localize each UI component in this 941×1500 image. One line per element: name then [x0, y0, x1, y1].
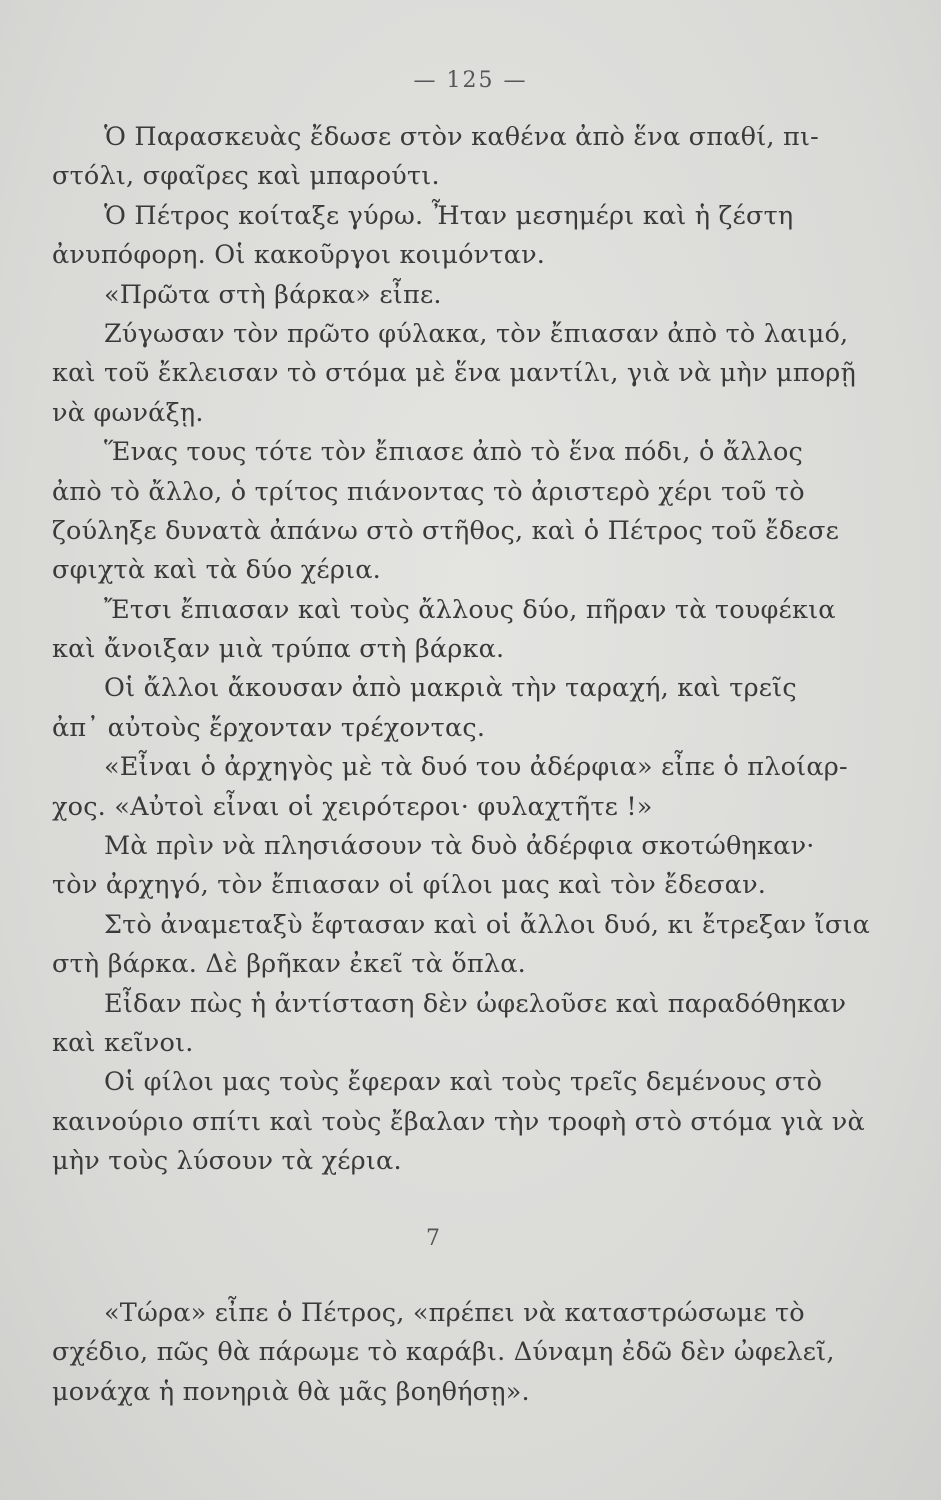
text-line: ἀπὸ τὸ ἄλλο, ὁ τρίτος πιάνοντας τὸ ἀριστερὸ χέρι τοῦ τὸ — [52, 476, 805, 507]
text-line: Ὁ Παρασκευὰς ἔδωσε στὸν καθένα ἀπὸ ἕνα σπαθί, πι- — [104, 122, 819, 152]
text-line: Εἶδαν πὼς ἡ ἀντίσταση δὲν ὠφελοῦσε καὶ παραδόθηκαν — [104, 988, 847, 1019]
text-line: καὶ ἄνοιξαν μιὰ τρύπα στὴ βάρκα. — [52, 634, 505, 665]
text-line: στὴ βάρκα. Δὲ βρῆκαν ἐκεῖ τὰ ὅπλα. — [52, 949, 526, 980]
signature-mark: 7 — [426, 1226, 440, 1251]
text-line: «Τώρα» εἶπε ὁ Πέτρος, «πρέπει νὰ καταστρώσωμε τὸ — [104, 1298, 805, 1328]
text-line: «Εἶναι ὁ ἀρχηγὸς μὲ τὰ δυό του ἀδέρφια» εἶπε ὁ πλοίαρ- — [104, 752, 848, 783]
text-line: Οἱ ἄλλοι ἄκουσαν ἀπὸ μακριὰ τὴν ταραχή, καὶ τρεῖς — [104, 673, 797, 704]
text-line: Ἕνας τους τότε τὸν ἔπιασε ἀπὸ τὸ ἕνα πόδι, ὁ ἄλλος — [104, 437, 803, 468]
body-text-continued — [52, 1294, 835, 1412]
text-line: μονάχα ἡ πονηριὰ θὰ μᾶς βοηθήσῃ». — [52, 1376, 530, 1407]
text-line: Ὁ Πέτρος κοίταξε γύρω. Ἦταν μεσημέρι καὶ ἡ ζέστη — [104, 200, 794, 231]
text-line: Ἔτσι ἔπιασαν καὶ τοὺς ἄλλους δύο, πῆραν τὰ τουφέκια — [104, 594, 836, 625]
body-text — [52, 118, 871, 1182]
text-line: ζούληξε δυνατὰ ἀπάνω στὸ στῆθος, καὶ ὁ Πέτρος τοῦ ἔδεσε — [52, 515, 839, 546]
text-line: τὸν ἀρχηγό, τὸν ἔπιασαν οἱ φίλοι μας καὶ τὸν ἔδεσαν. — [52, 870, 767, 901]
text-line: μὴν τοὺς λύσουν τὰ χέρια. — [52, 1146, 402, 1177]
text-line: ἀνυπόφορη. Οἱ κακοῦργοι κοιμόνταν. — [52, 240, 546, 271]
text-line: καὶ τοῦ ἔκλεισαν τὸ στόμα μὲ ἕνα μαντίλι, γιὰ νὰ μὴν μπορῇ — [52, 358, 856, 389]
text-line: στόλι, σφαῖρες καὶ μπαρούτι. — [52, 161, 440, 192]
text-line: ἀπ᾽ αὐτοὺς ἔρχονταν τρέχοντας. — [52, 712, 486, 743]
text-line: νὰ φωνάξῃ. — [52, 397, 204, 428]
text-line: σφιχτὰ καὶ τὰ δύο χέρια. — [52, 555, 381, 586]
text-line: καὶ κεῖνοι. — [52, 1027, 194, 1058]
text-line: Μὰ πρὶν νὰ πλησιάσουν τὰ δυὸ ἀδέρφια σκοτώθηκαν· — [104, 831, 815, 862]
text-line: χος. «Αὐτοὶ εἶναι οἱ χειρότεροι· φυλαχτῆτε !» — [52, 791, 653, 822]
text-line: Οἱ φίλοι μας τοὺς ἔφεραν καὶ τοὺς τρεῖς δεμένους στὸ — [104, 1067, 823, 1098]
page-number: — 125 — — [413, 68, 528, 93]
text-line: «Πρῶτα στὴ βάρκα» εἶπε. — [104, 279, 442, 310]
text-line: καινούριο σπίτι καὶ τοὺς ἔβαλαν τὴν τροφὴ στὸ στόμα γιὰ νὰ — [52, 1106, 865, 1137]
text-line: Ζύγωσαν τὸν πρῶτο φύλακα, τὸν ἔπιασαν ἀπὸ τὸ λαιμό, — [104, 318, 849, 349]
text-line: Στὸ ἀναμεταξὺ ἔφτασαν καὶ οἱ ἄλλοι δυό, κι ἔτρεξαν ἴσια — [104, 909, 871, 940]
text-line: σχέδιο, πῶς θὰ πάρωμε τὸ καράβι. Δύναμη ἐδῶ δὲν ὠφελεῖ, — [52, 1337, 835, 1368]
